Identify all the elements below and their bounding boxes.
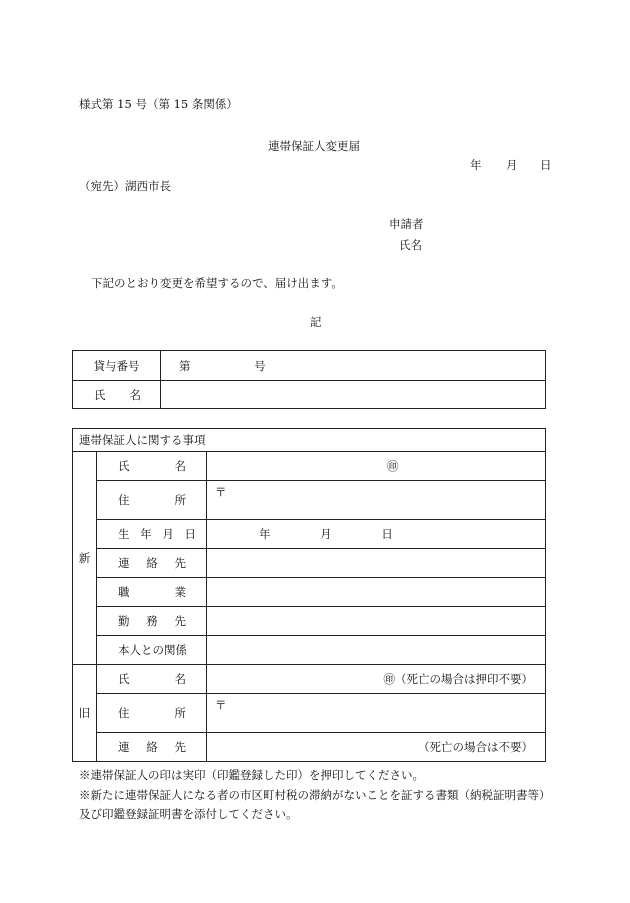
new-address-cell[interactable] [207,481,546,520]
old-name-label: 氏 名 [97,665,207,694]
new-name-cell[interactable] [207,452,546,481]
new-address-label: 住 所 [97,481,207,520]
applicant-label: 申請者 [389,217,424,231]
form-number: 様式第 15 号（第 15 条関係） [79,97,238,111]
new-contact-cell[interactable] [207,549,546,578]
loan-number-cell[interactable] [161,351,546,381]
occupation-label: 職 業 [97,578,207,607]
birth-date-label: 生 年 月 日 [97,520,207,549]
loan-number-label: 貸与番号 [73,351,161,381]
occupation-cell[interactable] [207,578,546,607]
old-contact-label: 連 絡 先 [97,733,207,762]
guarantor-header: 連帯保証人に関する事項 [73,429,546,452]
borrower-name-label: 氏 名 [73,381,161,409]
date-year: 年 [470,158,482,172]
old-name-cell[interactable] [207,665,546,694]
applicant-name-label: 氏名 [399,238,422,252]
postal-mark: 〒 [215,485,227,499]
new-contact-label: 連 絡 先 [97,549,207,578]
addressee: （宛先）湖西市長 [79,179,171,193]
old-contact-note: （死亡の場合は不要） [418,740,533,754]
relation-cell[interactable] [207,636,546,665]
workplace-label: 勤 務 先 [97,607,207,636]
note-3: 及び印鑑登録証明書を添付してください。 [79,807,298,821]
note-1: ※連帯保証人の印は実印（印鑑登録した印）を押印してください。 [79,768,424,782]
relation-label: 本人との関係 [97,636,207,665]
old-seal-note: ㊞（死亡の場合は押印不要） [383,672,533,686]
form-title: 連帯保証人変更届 [268,139,360,153]
old-address-cell[interactable] [207,694,546,733]
loan-number-prefix: 第 [179,358,191,373]
loan-table [72,350,546,409]
borrower-name-cell[interactable] [161,381,546,409]
old-contact-cell[interactable] [207,733,546,762]
new-label: 新 [73,452,97,665]
intro-text: 下記のとおり変更を希望するので、届け出ます。 [91,276,343,290]
date-month: 月 [506,158,518,172]
guarantor-table [72,428,546,762]
note-2: ※新たに連帯保証人になる者の市区町村税の滞納がないことを証する書類（納税証明書等） [79,788,551,802]
date-day: 日 [540,158,552,172]
seal-mark: ㊞ [387,459,399,473]
old-address-label: 住 所 [97,694,207,733]
ki-label: 記 [310,315,322,329]
workplace-cell[interactable] [207,607,546,636]
old-label: 旧 [73,665,97,762]
birth-date-cell[interactable]: 年 月 日 [207,520,546,549]
postal-mark: 〒 [215,698,227,712]
loan-number-suffix: 号 [254,358,266,373]
new-name-label: 氏 名 [97,452,207,481]
